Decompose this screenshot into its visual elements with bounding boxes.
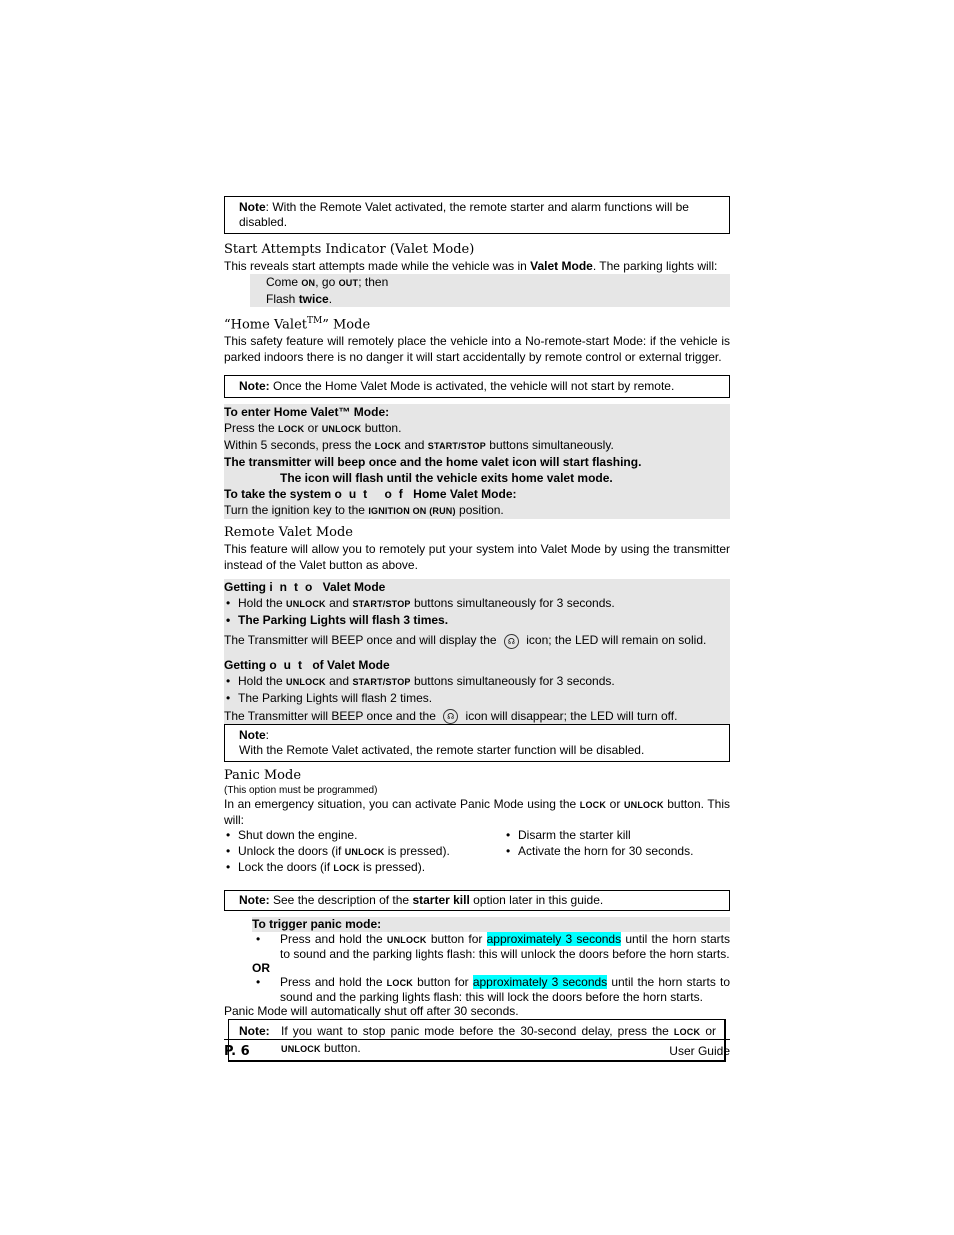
sc: LOCK	[386, 977, 413, 988]
text: In an emergency situation, you can activate Panic Mode using the	[224, 796, 580, 811]
sc: START/STOP	[352, 676, 411, 687]
press-line	[224, 420, 730, 437]
list-item: • Shut down the engine.	[224, 828, 504, 843]
text: Getting	[224, 580, 270, 595]
start-attempts-intro	[224, 258, 730, 274]
valet-icon: ☊	[443, 709, 458, 724]
text: button.	[361, 421, 402, 436]
text: To take the system	[224, 487, 335, 502]
intro-text-end: . The parking lights will:	[592, 259, 718, 273]
list-item	[266, 291, 730, 307]
list-item	[224, 595, 730, 612]
bold: twice	[298, 292, 329, 306]
panic-effects-right	[504, 828, 730, 876]
text: buttons simultaneously for 3 seconds.	[410, 596, 615, 611]
or-label: OR	[252, 960, 270, 975]
text: until the horn starts to sound and the parking lights flash: this will lock the doors before the horn starts.	[280, 974, 730, 1004]
text: is pressed).	[384, 843, 450, 858]
list-item: • The Parking Lights will flash 3 times.	[224, 612, 730, 628]
trigger-step	[252, 975, 730, 1004]
sc-on: ON	[301, 278, 316, 288]
page-footer	[224, 1039, 730, 1059]
intro-bold: Valet Mode	[530, 259, 593, 273]
sc: LOCK	[374, 441, 402, 452]
note-bold: starter kill	[412, 892, 470, 907]
text: Come	[266, 275, 302, 289]
into-beep-line	[224, 632, 730, 648]
text: Valet Mode	[319, 580, 386, 595]
spaced-text: out	[269, 657, 309, 672]
text: or	[606, 796, 624, 811]
note-label: Note:	[239, 892, 270, 907]
sc: UNLOCK	[281, 1043, 321, 1054]
text: Lock the doors (if	[238, 859, 334, 874]
remote-valet-desc: This feature will allow you to remotely put your system into Valet Mode by using the transmitter instead of the Valet button as above.	[224, 542, 730, 573]
list-item	[224, 860, 504, 876]
out-beep-line	[224, 708, 730, 724]
text: Within 5 seconds, press the	[224, 438, 375, 453]
sc: UNLOCK	[344, 846, 385, 857]
panic-effects-left	[224, 828, 504, 876]
text: or	[304, 421, 322, 436]
list-item: • The Parking Lights will flash 2 times.	[224, 690, 730, 706]
into-title	[224, 579, 730, 595]
text: .	[328, 292, 333, 306]
text: If you want to stop panic mode before the 30-second delay, press the	[281, 1023, 674, 1038]
text: Press the	[224, 421, 279, 436]
note-label: Note	[239, 200, 266, 214]
highlight: approximately 3 seconds	[472, 974, 608, 989]
note-remote-valet	[224, 724, 730, 762]
panic-effects	[224, 828, 730, 876]
trigger-step	[252, 932, 730, 961]
panic-trigger	[224, 917, 730, 1004]
trademark: TM	[306, 316, 323, 326]
text: Home Valet Mode:	[409, 487, 517, 502]
intro-text: This reveals start attempts made while the vehicle was in	[224, 259, 531, 273]
text: icon will disappear; the LED will turn off.	[462, 708, 678, 723]
spaced-text: out of	[334, 487, 410, 502]
home-valet-desc: This safety feature will remotely place the vehicle into a No-remote-start Mode: if the vehicle is parked indoors there is no danger it will start accidentally by remote control or external trigger.	[224, 334, 730, 365]
note-text: Once the Home Valet Mode is activated, the vehicle will not start by remote.	[269, 379, 675, 394]
list-item: • Activate the horn for 30 seconds.	[504, 843, 730, 859]
trigger-title: To trigger panic mode:	[252, 917, 730, 932]
text: Getting	[224, 657, 270, 672]
text: The Transmitter will BEEP once and will display the	[224, 633, 500, 648]
sc: LOCK	[333, 862, 360, 873]
panic-autoshut: Panic Mode will automatically shut off after 30 seconds.	[224, 1003, 519, 1018]
sc: LOCK	[278, 424, 305, 435]
sc: IGNITION ON (RUN)	[368, 506, 456, 517]
start-attempts-heading: Start Attempts Indicator (Valet Mode)	[224, 242, 475, 257]
list-item	[224, 673, 730, 690]
text: The Transmitter will BEEP once and the	[224, 708, 440, 723]
sc: START/STOP	[352, 599, 411, 610]
text: buttons simultaneously.	[485, 438, 614, 453]
exit-title	[224, 486, 730, 502]
title: “Home Valet	[224, 317, 307, 333]
sc: LOCK	[579, 799, 607, 810]
highlight: approximately 3 seconds	[486, 931, 622, 946]
note-home-valet	[224, 375, 730, 398]
text: Press and hold the	[280, 974, 387, 989]
text: button.	[320, 1040, 361, 1055]
spaced-text: into	[269, 580, 320, 595]
text: Press and hold the	[280, 931, 387, 946]
note-text: See the description of the	[269, 892, 413, 907]
text: and	[325, 596, 353, 611]
note-remote-valet-top	[224, 196, 730, 234]
page-number: P. 6	[224, 1044, 250, 1059]
text: Turn the ignition key to the	[224, 503, 369, 518]
title: ” Mode	[322, 317, 371, 333]
text: icon; the LED will remain on solid.	[522, 633, 707, 648]
note-label: Note	[239, 727, 266, 742]
note-label: Note:	[239, 1023, 270, 1038]
text: button for	[412, 974, 473, 989]
list-item: • Disarm the starter kill	[504, 828, 730, 843]
text: position.	[455, 503, 504, 518]
text: and	[401, 438, 428, 453]
sc: UNLOCK	[321, 424, 362, 435]
note-text: : With the Remote Valet activated, the remote starter and alarm functions will be disabled.	[239, 200, 689, 229]
text: , go	[315, 275, 339, 289]
valet-icon: ☊	[504, 634, 519, 649]
home-valet-heading	[224, 313, 730, 333]
panic-programmed: (This option must be programmed)	[224, 784, 378, 796]
list-item	[224, 843, 504, 860]
note-starter-kill	[224, 890, 730, 911]
text: Unlock the doors (if	[238, 843, 345, 858]
sc: UNLOCK	[286, 599, 326, 610]
sc: UNLOCK	[623, 799, 664, 810]
list-item	[266, 274, 730, 291]
panic-intro	[224, 797, 730, 828]
colon: :	[265, 727, 270, 742]
text: is pressed).	[359, 859, 426, 874]
start-attempts-list	[250, 274, 730, 307]
beep-line: The transmitter will beep once and the home valet icon will start flashing.	[224, 455, 642, 470]
note-label: Note:	[239, 379, 270, 394]
enter-title: To enter Home Valet™ Mode:	[224, 405, 390, 420]
sc: UNLOCK	[386, 934, 427, 945]
sc: LOCK	[673, 1026, 701, 1037]
text: button. This will:	[224, 796, 730, 827]
page-content	[224, 196, 730, 1062]
text: and	[325, 673, 353, 688]
remote-valet-heading: Remote Valet Mode	[224, 525, 353, 541]
note-text: With the Remote Valet activated, the remote starter function will be disabled.	[239, 742, 645, 757]
sc: UNLOCK	[286, 676, 326, 687]
text: buttons simultaneously for 3 seconds.	[410, 673, 615, 688]
home-valet-instructions	[224, 404, 730, 519]
text: Flash	[266, 292, 299, 306]
footer-guide-title: User Guide	[669, 1044, 730, 1058]
remote-valet-instructions	[224, 579, 730, 724]
text: or	[700, 1023, 716, 1038]
note-text: option later in this guide.	[469, 892, 604, 907]
sc: START/STOP	[427, 441, 486, 452]
panic-heading: Panic Mode	[224, 767, 302, 783]
text: of Valet Mode	[308, 657, 390, 672]
text: Hold the	[238, 596, 287, 611]
ignition-line	[224, 502, 730, 519]
within-line	[224, 437, 730, 454]
sc-out: OUT	[338, 278, 359, 288]
text: ; then	[358, 275, 389, 289]
text: button for	[426, 931, 487, 946]
out-title	[224, 657, 730, 673]
text: Hold the	[238, 673, 287, 688]
flash-line: The icon will flash until the vehicle exits home valet mode.	[280, 471, 613, 486]
text: until the horn starts to sound and the parking lights flash: this will unlock the doors before the horn starts.	[280, 931, 730, 961]
